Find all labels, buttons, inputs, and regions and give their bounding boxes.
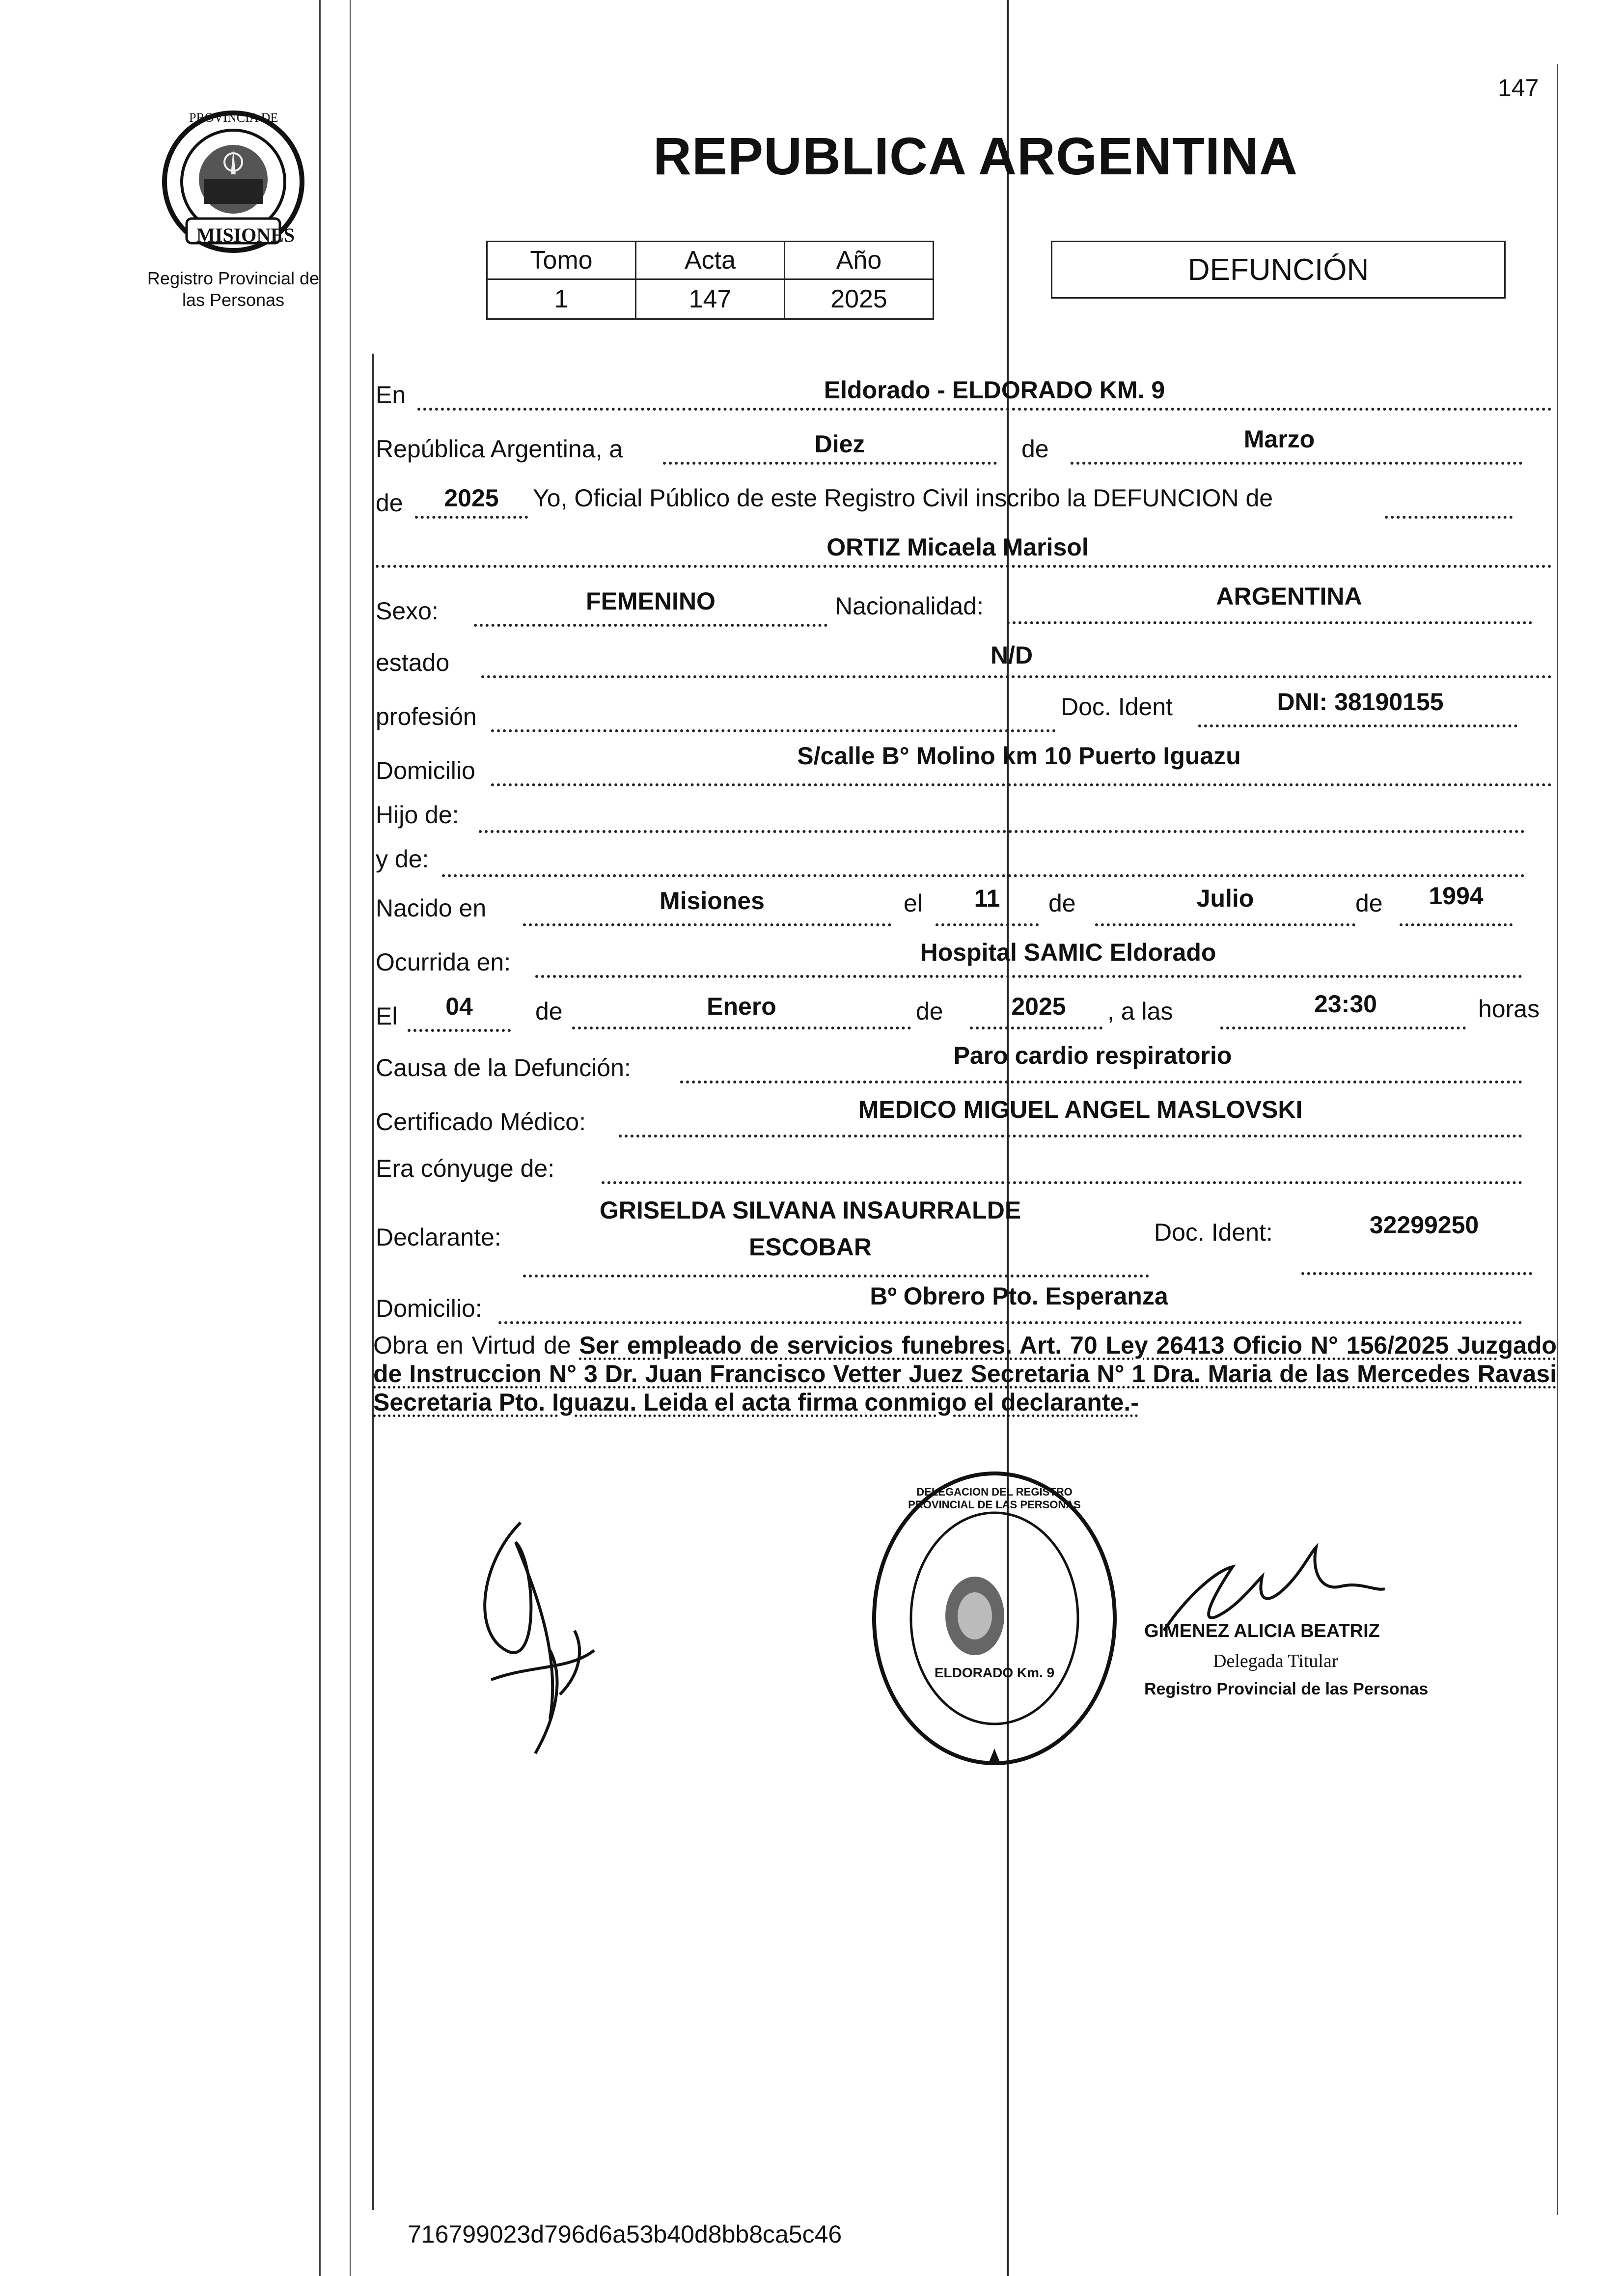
declarant-signature [462,1503,629,1758]
deceased-name: ORTIZ Micaela Marisol [826,533,1089,561]
dotted-line [523,923,891,926]
dotted-line [1071,462,1522,465]
doc-value: DNI: 38190155 [1277,688,1444,716]
domicilio-value: S/calle B° Molino km 10 Puerto Iguazu [797,742,1241,770]
stamp-line2: Delegada Titular [1213,1651,1338,1671]
registry-value-tomo: 1 [487,279,636,319]
page-title: REPUBLICA ARGENTINA [653,126,1298,186]
org-name-line2: las Personas [182,290,285,310]
conyuge-label: Era cónyuge de: [376,1155,555,1182]
de-label: de [1355,889,1383,917]
de-label: de [916,998,943,1025]
death-day-value: 04 [445,993,473,1020]
dotted-line [602,1181,1522,1184]
domicilio2-label: Domicilio: [376,1295,482,1322]
birth-day-value: 11 [974,885,1000,912]
horas-label: horas [1478,995,1540,1023]
dotted-line [442,874,1525,877]
de-label: de [1048,889,1076,917]
year-value: 2025 [444,484,499,512]
dotted-line [408,1029,511,1032]
de-label: de [376,489,403,517]
record-type-box [1051,241,1506,299]
doc-label: Doc. Ident [1061,693,1173,721]
estado-label: estado [376,649,450,676]
ocurrida-value: Hospital SAMIC Eldorado [920,939,1216,966]
dotted-line [663,462,997,465]
document-hash: 716799023d796d6a53b40d8bb8ca5c46 [408,2220,842,2248]
en-label: En [376,381,406,409]
domicilio-label: Domicilio [376,757,475,784]
dotted-line [1301,1272,1532,1275]
seal-outer-text: DELEGACION DEL REGISTRO PROVINCIAL DE LAS PERSONAS [908,1486,1081,1511]
dotted-line [498,1321,1522,1324]
causa-value: Paro cardio respiratorio [953,1042,1232,1069]
birth-year-value: 1994 [1429,882,1484,910]
declarante-line1: GRISELDA SILVANA INSAURRALDE [599,1196,1021,1224]
dotted-line [535,975,1522,978]
estado-value: N/D [990,641,1033,669]
domicilio2-value: Bº Obrero Pto. Esperanza [870,1282,1168,1310]
death-time-value: 23:30 [1314,990,1377,1018]
seal-inner-text: ELDORADO Km. 9 [934,1665,1055,1680]
certificado-value: MEDICO MIGUEL ANGEL MASLOVSKI [858,1096,1303,1123]
logo-text-bottom: MISIONES [196,224,295,246]
de-label: de [535,998,563,1025]
dotted-line [474,624,827,627]
registry-value-anio: 2025 [785,279,934,319]
place-value: Eldorado - ELDORADO KM. 9 [824,376,1165,404]
dotted-line [376,565,1552,568]
dotted-line [481,675,1552,678]
form-frame-line [372,354,374,2210]
birth-month-value: Julio [1196,885,1254,912]
dotted-line [1007,621,1532,624]
dotted-line [523,1275,1149,1277]
record-type: DEFUNCIÓN [1187,252,1369,287]
margin-line [319,0,321,2276]
obra-label: Obra en Virtud de [373,1332,571,1359]
sexo-value: FEMENINO [586,587,716,615]
dotted-line [1400,923,1513,926]
registry-header-anio: Año [785,242,934,279]
org-name [118,268,349,311]
dotted-line [1095,923,1355,926]
declarante-label: Declarante: [376,1223,501,1251]
causa-label: Causa de la Defunción: [376,1054,631,1082]
dotted-line [572,1027,911,1029]
nacionalidad-value: ARGENTINA [1216,583,1362,610]
dotted-line [970,1027,1102,1029]
el-label: El [376,1002,398,1030]
stamp-line1: GIMENEZ ALICIA BEATRIZ [1144,1621,1380,1641]
margin-line [1007,0,1009,2276]
hijo-label: Hijo de: [376,801,459,829]
declarante-line2: ESCOBAR [748,1233,872,1261]
dotted-line [417,408,1552,411]
official-seal [869,1469,1120,1768]
obra-paragraph [373,1331,1557,1416]
dotted-line [680,1081,1522,1083]
dotted-line [491,783,1552,786]
page-number: 147 [1498,74,1539,102]
dotted-line [1198,724,1517,727]
margin-line [1557,64,1558,2215]
nacido-value: Misiones [660,887,765,915]
registry-value-acta: 147 [636,279,785,319]
stamp-line3: Registro Provincial de las Personas [1144,1680,1429,1698]
logo-text-top: PROVINCIA DE [189,111,278,125]
ocurrida-label: Ocurrida en: [376,948,511,976]
sexo-label: Sexo: [376,597,439,625]
death-year-value: 2025 [1011,993,1066,1020]
oficial-text: Yo, Oficial Público de este Registro Civil inscribo la DEFUNCION de [533,484,1273,512]
doc2-label: Doc. Ident: [1154,1219,1273,1246]
dotted-line [415,516,528,519]
dotted-line [1385,516,1513,519]
dotted-line [619,1135,1522,1138]
registry-header-acta: Acta [636,242,785,279]
dotted-line [1220,1027,1466,1029]
yde-label: y de: [376,845,429,873]
de-label: de [1021,435,1049,463]
el-label: el [904,889,923,917]
registry-header-tomo: Tomo [487,242,636,279]
obra-value: Ser empleado de servicios funebres. Art. 70 Ley 26413 Oficio N° 156/2025 Juzgado de Instruccion N° 3 Dr. Juan Francisco Vetter Juez Secretaria N° 1 Dra. Maria de las Mercedes Ravasi Secretaria Pto. Iguazu. Leida el acta firma conmigo el declarante.- [373,1332,1557,1416]
margin-line [350,0,351,2276]
alas-label: , a las [1107,998,1173,1025]
nacionalidad-label: Nacionalidad: [835,592,984,620]
registry-table [486,241,934,320]
dotted-line [936,923,1039,926]
nacido-label: Nacido en [376,894,487,922]
month-value: Marzo [1243,425,1315,453]
profesion-label: profesión [376,703,477,730]
day-words-value: Diez [814,430,865,458]
certificado-label: Certificado Médico: [376,1108,586,1136]
dotted-line [491,729,1056,732]
doc2-value: 32299250 [1369,1211,1479,1239]
dotted-line [479,830,1525,833]
death-month-value: Enero [707,993,776,1020]
org-name-line1: Registro Provincial de [147,268,320,288]
republica-label: República Argentina, a [376,435,623,463]
